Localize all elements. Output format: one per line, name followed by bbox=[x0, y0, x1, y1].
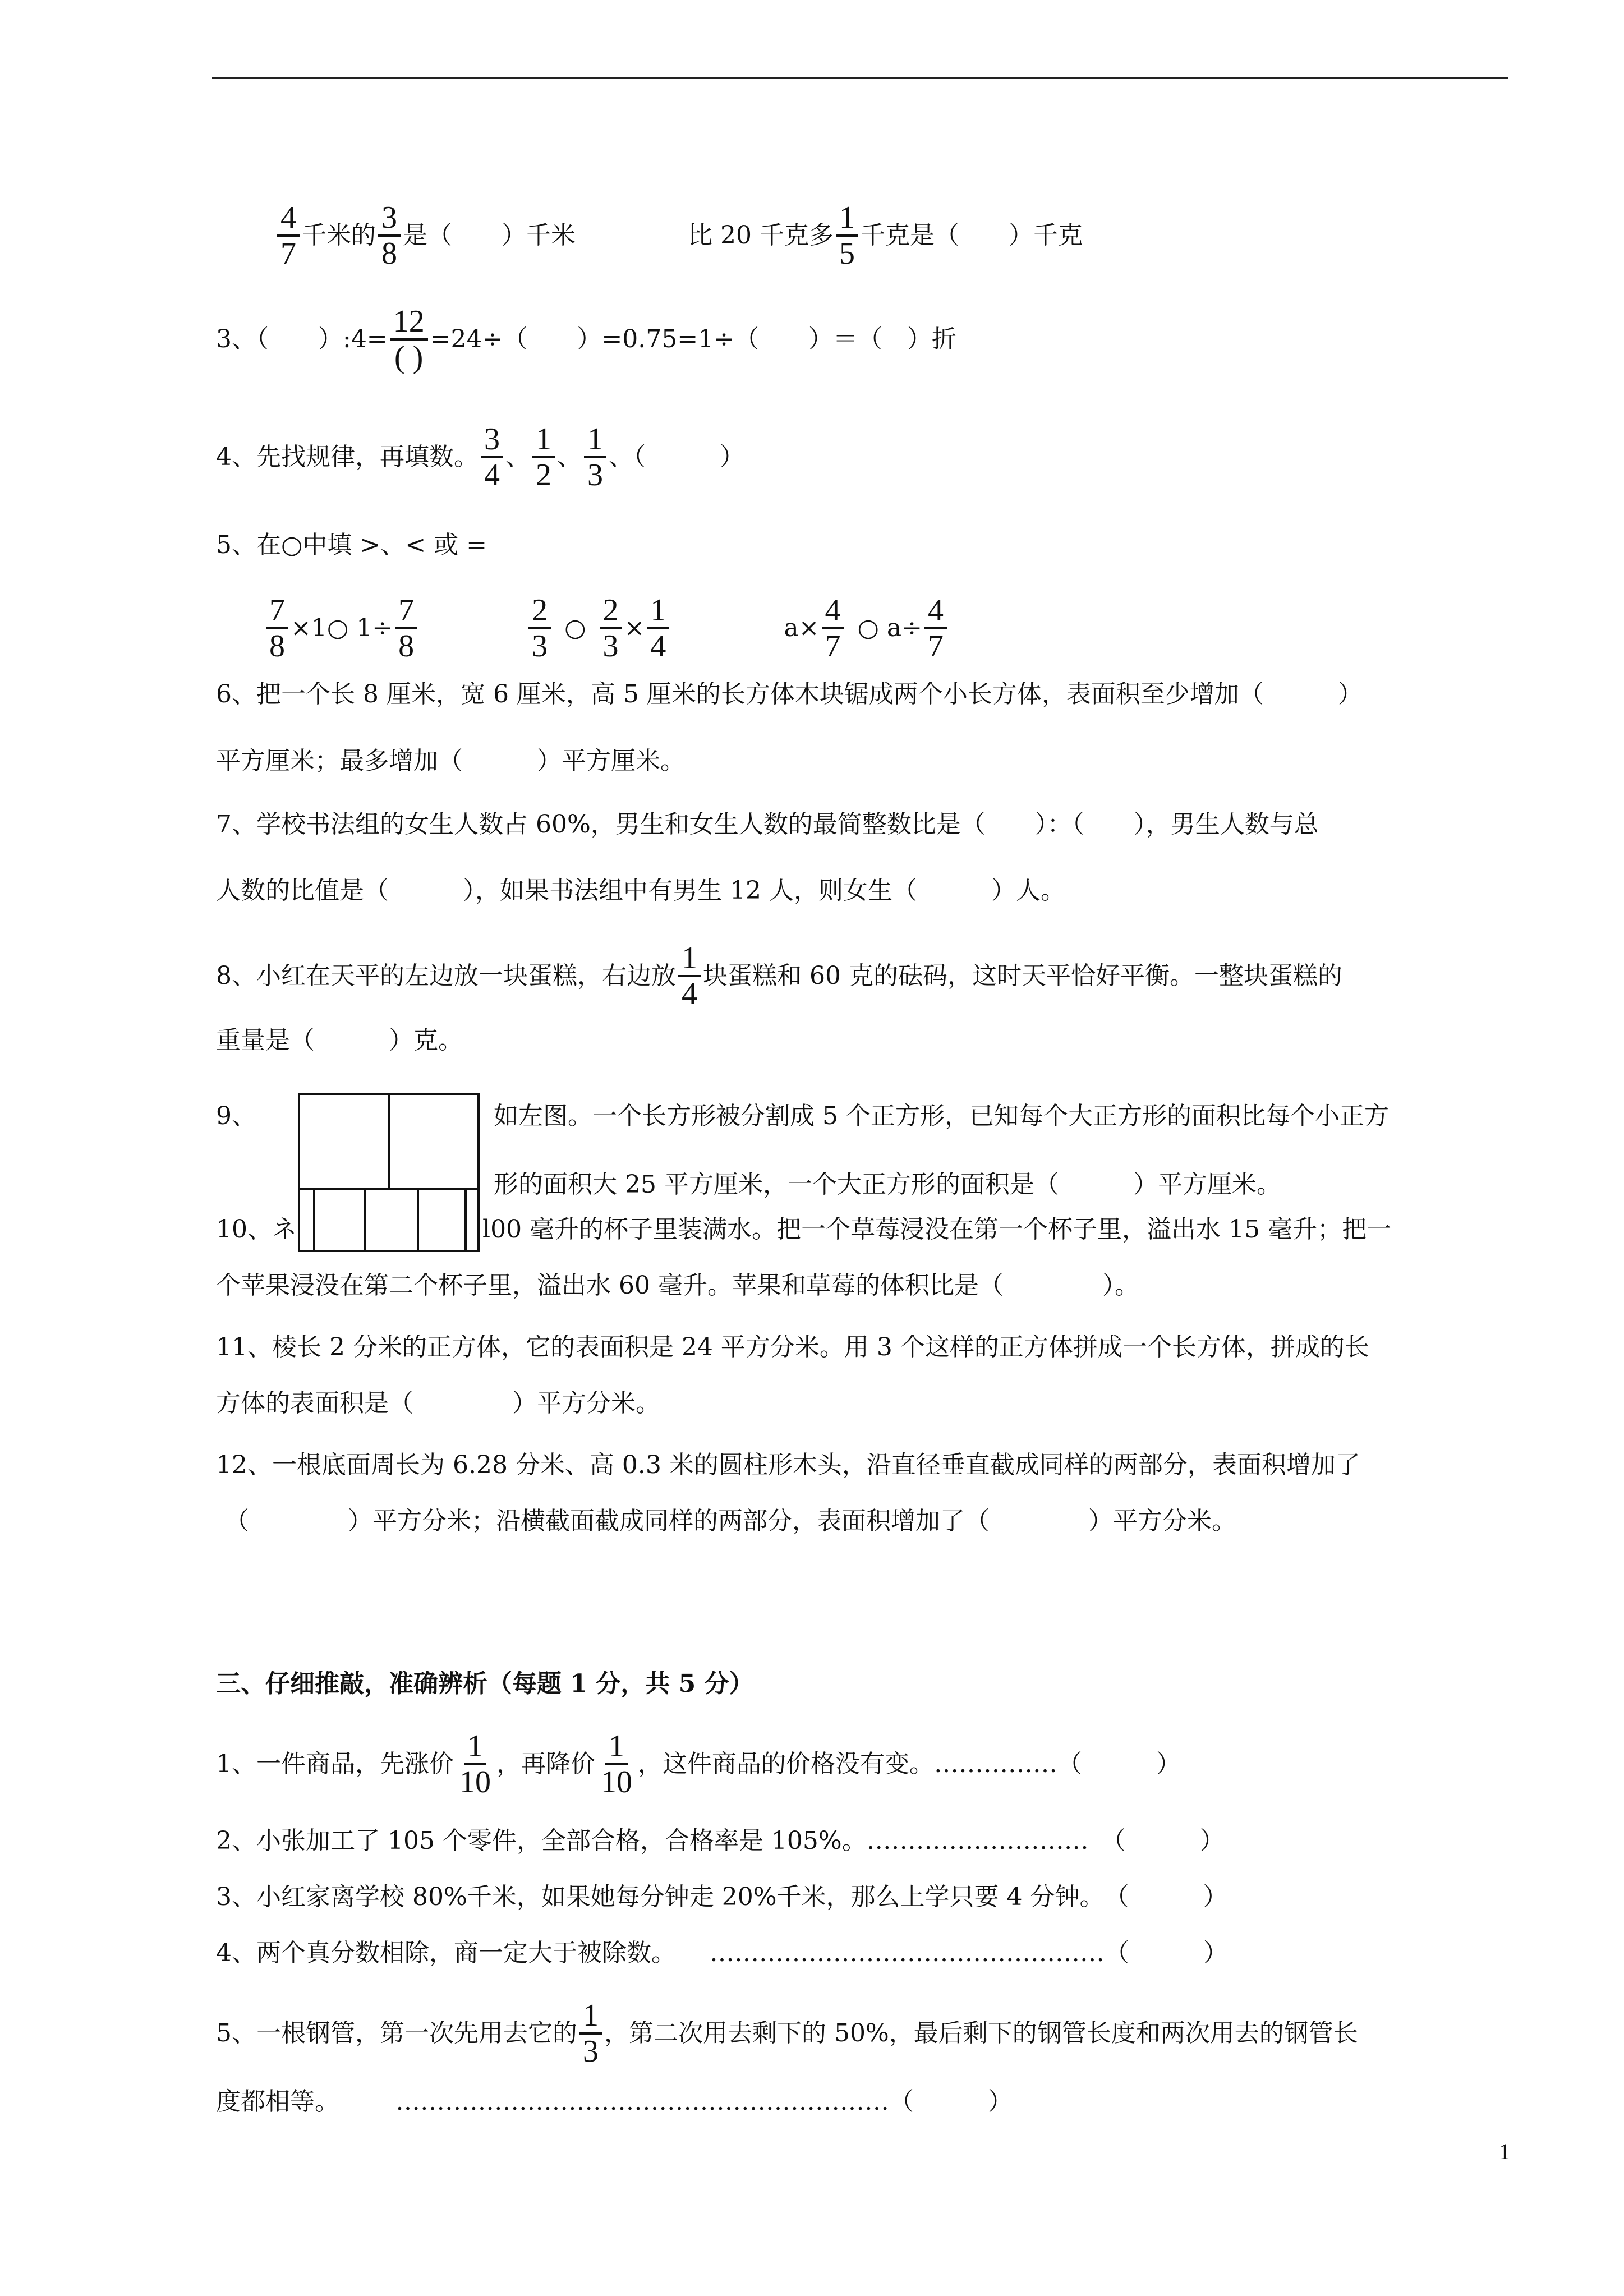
text: （ ）平方分米；沿横截面截成同样的两部分，表面积增加了（ ）平方分米。 bbox=[224, 1507, 1236, 1535]
text: 3、（ ）:4= bbox=[216, 325, 388, 353]
fraction bbox=[836, 202, 858, 269]
fraction bbox=[647, 595, 669, 662]
text: 4、先找规律，再填数。 bbox=[216, 443, 479, 471]
text: 10、ネ bbox=[216, 1215, 297, 1244]
question-7-line-2 bbox=[216, 873, 1065, 909]
text: 人数的比值是（ ），如果书法组中有男生 12 人，则女生（ ）人。 bbox=[216, 876, 1065, 905]
text: 方体的表面积是（ ）平方分米。 bbox=[216, 1389, 660, 1418]
text: 4 bbox=[924, 595, 947, 629]
text: 4 bbox=[277, 202, 300, 237]
text: l00 毫升的杯子里装满水。把一个草莓浸没在第一个杯子里，溢出水 15 毫升；把一 bbox=[482, 1215, 1392, 1244]
text: 1 bbox=[579, 2000, 602, 2035]
fraction bbox=[822, 595, 844, 662]
text: 5、在○中填 >、< 或 = bbox=[216, 531, 487, 559]
text: 2 bbox=[528, 595, 551, 629]
text: 1、一件商品，先涨价 bbox=[216, 1750, 454, 1778]
question-3 bbox=[216, 306, 956, 373]
question-11-line-1 bbox=[216, 1329, 1369, 1365]
text: 1 bbox=[647, 595, 669, 629]
question-8-line-2 bbox=[216, 1023, 463, 1059]
text: 2 bbox=[600, 595, 622, 629]
text: 8 bbox=[269, 629, 285, 664]
text: 3 bbox=[481, 424, 503, 458]
question-9-line-1 bbox=[494, 1098, 1389, 1134]
fraction bbox=[924, 595, 947, 662]
question-9-label bbox=[216, 1098, 256, 1134]
question-10-line-1 bbox=[482, 1212, 1391, 1248]
text: 度都相等。 bbox=[216, 2087, 339, 2116]
text: =24÷（ ）=0.75=1÷（ ）＝（ ）折 bbox=[430, 325, 956, 353]
judge-1 bbox=[216, 1731, 1181, 1798]
text: 4、两个真分数相除，商一定大于被除数。 bbox=[216, 1939, 676, 1967]
text: 块蛋糕和 60 克的砝码，这时天平恰好平衡。一整块蛋糕的 bbox=[703, 961, 1342, 990]
text: 4 bbox=[650, 629, 666, 664]
fraction bbox=[528, 595, 551, 662]
fraction bbox=[378, 202, 401, 269]
text: ，第二次用去剩下的 50%，最后剩下的钢管长度和两次用去的钢管长 bbox=[604, 2019, 1358, 2047]
text: 三、仔细推敲，准确辨析（每题 1 分，共 5 分） bbox=[216, 1669, 754, 1698]
text: 7 bbox=[280, 236, 296, 271]
text: 3、小红家离学校 80%千米，如果她每分钟走 20%千米，那么上学只要 4 分钟。 （ ） bbox=[216, 1883, 1228, 1911]
text: 8、小红在天平的左边放一块蛋糕，右边放 bbox=[216, 961, 676, 990]
text: 1 bbox=[836, 202, 858, 237]
text: × bbox=[624, 614, 645, 642]
question-6-line-1 bbox=[216, 677, 1363, 712]
judge-3 bbox=[216, 1879, 1228, 1915]
fraction bbox=[600, 595, 622, 662]
text: 2 bbox=[536, 458, 551, 493]
text: 6、把一个长 8 厘米，宽 6 厘米，高 5 厘米的长方体木块锯成两个小长方体，表面积至少增加（ ） bbox=[216, 680, 1363, 708]
text: 2、小张加工了 105 个零件，全部合格，合格率是 105%。……………………… （ ） bbox=[216, 1826, 1225, 1855]
text: 重量是（ ）克。 bbox=[216, 1026, 463, 1055]
text: ( ) bbox=[394, 340, 424, 375]
question-8-line-1 bbox=[216, 942, 1342, 1010]
text: 1 bbox=[605, 1731, 628, 1765]
text: 5、一根钢管，第一次先用去它的 bbox=[216, 2019, 577, 2047]
text: 9、 bbox=[216, 1102, 256, 1130]
fraction bbox=[579, 2000, 602, 2067]
question-11-line-2 bbox=[216, 1386, 660, 1421]
question-5-title bbox=[216, 527, 487, 563]
text: ，这件商品的价格没有变。……………（ ） bbox=[638, 1750, 1181, 1778]
text: 8 bbox=[398, 629, 415, 664]
question-10-line-2 bbox=[216, 1268, 1139, 1304]
text: 3 bbox=[378, 202, 401, 237]
fraction bbox=[532, 424, 555, 491]
text: 7 bbox=[825, 629, 841, 664]
text: 4 bbox=[682, 977, 697, 1011]
text: 1 bbox=[584, 424, 606, 458]
rectangle-squares-figure bbox=[297, 1092, 482, 1255]
question-9-line-2 bbox=[494, 1167, 1281, 1203]
text: a× bbox=[784, 614, 820, 642]
text: 1 bbox=[464, 1731, 486, 1765]
text: ……………………………………………………（ ） bbox=[395, 2087, 1013, 2116]
judge-4 bbox=[216, 1935, 1228, 1971]
question-12-line-1 bbox=[216, 1447, 1360, 1483]
section-3-title bbox=[216, 1666, 754, 1702]
question-10-prefix bbox=[216, 1212, 297, 1248]
question-7-line-1 bbox=[216, 807, 1319, 843]
text: 如左图。一个长方形被分割成 5 个正方形，已知每个大正方形的面积比每个小正方 bbox=[494, 1102, 1389, 1130]
text: 3 bbox=[602, 629, 619, 664]
fraction bbox=[584, 424, 606, 491]
text: 7 bbox=[266, 595, 288, 629]
text: 形的面积大 25 平方厘米，一个大正方形的面积是（ ）平方厘米。 bbox=[494, 1170, 1281, 1199]
page-number: 1 bbox=[1499, 2139, 1510, 2164]
judge-5-line-1 bbox=[216, 2000, 1358, 2067]
text: 、 bbox=[557, 443, 582, 471]
text: 、 bbox=[505, 443, 530, 471]
q2-line bbox=[275, 202, 1083, 269]
text: 比 20 千克多 bbox=[688, 221, 834, 250]
text: ，再降价 bbox=[496, 1750, 595, 1778]
question-6-line-2 bbox=[216, 743, 685, 779]
judge-5-line-2 bbox=[216, 2084, 1013, 2120]
text: 1 bbox=[532, 424, 555, 458]
fraction bbox=[481, 424, 503, 491]
fraction bbox=[277, 202, 300, 269]
text: 千米的 bbox=[302, 221, 376, 250]
question-4 bbox=[216, 424, 744, 491]
header-rule bbox=[212, 77, 1508, 79]
judge-2 bbox=[216, 1823, 1225, 1859]
text: 7 bbox=[395, 595, 417, 629]
text: …………………………………………（ ） bbox=[710, 1939, 1228, 1967]
text: 12 bbox=[390, 306, 428, 341]
text: 平方厘米；最多增加（ ）平方厘米。 bbox=[216, 747, 685, 775]
text: 个苹果浸没在第二个杯子里，溢出水 60 毫升。苹果和草莓的体积比是（ ）。 bbox=[216, 1271, 1139, 1300]
fraction bbox=[266, 595, 288, 662]
text: 12、一根底面周长为 6.28 分米、高 0.3 米的圆柱形木头，沿直径垂直截成同样的两部分，表面积增加了 bbox=[216, 1451, 1360, 1479]
fraction bbox=[678, 942, 701, 1010]
text: ○ a÷ bbox=[857, 614, 922, 642]
text: 11、棱长 2 分米的正方体，它的表面积是 24 平方分米。用 3 个这样的正方体拼成一个长方体，拼成的长 bbox=[216, 1333, 1369, 1361]
text: 4 bbox=[822, 595, 844, 629]
text: 10 bbox=[601, 1765, 632, 1800]
text: 千克是（ ）千克 bbox=[860, 221, 1083, 250]
fraction bbox=[456, 1731, 494, 1798]
text: 5 bbox=[839, 236, 855, 271]
text: 3 bbox=[583, 2034, 599, 2069]
text: 3 bbox=[587, 458, 603, 493]
text: ○ bbox=[564, 614, 586, 642]
text: 8 bbox=[381, 236, 397, 271]
text: 是（ ）千米 bbox=[403, 221, 576, 250]
text: 10 bbox=[459, 1765, 491, 1800]
question-12-line-2 bbox=[224, 1503, 1236, 1539]
text: 7、学校书法组的女生人数占 60%，男生和女生人数的最简整数比是（ ）：（ ），男生人数与总 bbox=[216, 810, 1319, 839]
text: 4 bbox=[484, 458, 500, 493]
text: 3 bbox=[532, 629, 548, 664]
text: 1 bbox=[678, 942, 701, 977]
fraction bbox=[597, 1731, 636, 1798]
fraction bbox=[395, 595, 417, 662]
text: 、（ ） bbox=[609, 443, 744, 471]
fraction bbox=[390, 306, 428, 373]
text: 7 bbox=[927, 629, 944, 664]
text: ×1○ 1÷ bbox=[291, 614, 393, 642]
question-5-items bbox=[264, 595, 949, 662]
